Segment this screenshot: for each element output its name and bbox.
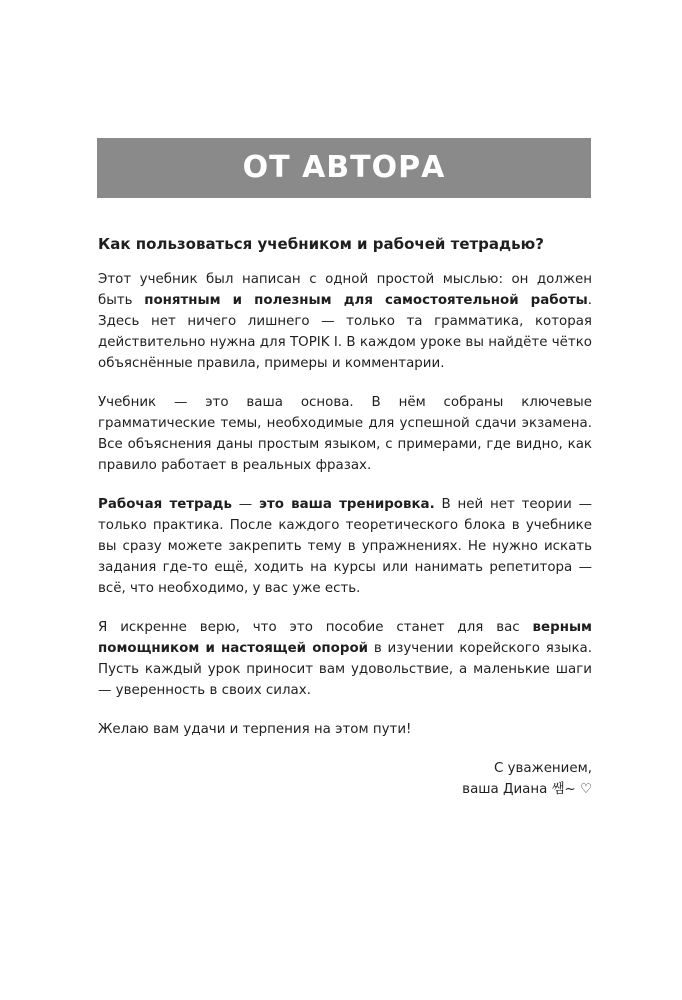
paragraph-wish: Желаю вам удачи и терпения на этом пути! [98,722,412,737]
paragraph-workbook [98,494,592,599]
paragraph-workbook-bold-2: это ваша тренировка. [259,497,435,512]
paragraph-intro-text-2: . Здесь нет ничего лишнего — только та грамматика, которая действительно нужна для TOPIK I. В каждом уроке вы найдёте чётко объяснённые правила, примеры и комментарии. [98,293,592,371]
paragraph-intro-text-1: Этот учебник был написан с одной простой мыслью: он должен быть [98,272,592,308]
paragraph-workbook-dash: — [231,497,260,512]
signature-line-2: ваша Диана 쌤~ ♡ [462,782,592,797]
paragraph-workbook-text: В ней нет теории — только практика. После каждого теоретического блока в учебнике вы сразу можете закрепить тему в упражнениях. Не нужно искать задания где-то ещё, ходить на курсы или нанимать репетитора — всё, что необходимо, у вас уже есть. [98,497,592,596]
paragraph-belief [98,617,592,701]
chapter-title-banner [97,138,591,198]
paragraph-intro [98,269,592,374]
paragraph-belief-bold: верным помощником и настоящей опорой [98,620,592,656]
signature [98,758,592,800]
page-content [98,233,592,800]
paragraph-belief-text-2: в изучении корейского языка. Пусть каждый урок приносит вам удовольствие, а маленькие шаги — уверенность в своих силах. [98,641,592,698]
section-heading: Как пользоваться учебником и рабочей тетрадью? [98,235,544,253]
chapter-title: ОТ АВТОРА [242,150,446,185]
paragraph-intro-bold: понятным и полезным для самостоятельной работы [144,293,588,308]
paragraph-textbook: Учебник — это ваша основа. В нём собраны ключевые грамматические темы, необходимые для успешной сдачи экзамена. Все объяснения даны простым языком, с примерами, где видно, как правило работает в реальных фразах. [98,395,592,473]
paragraph-belief-text-1: Я искренне верю, что это пособие станет для вас [98,620,533,635]
signature-line-1: С уважением, [494,761,592,776]
paragraph-workbook-bold-1: Рабочая тетрадь [98,497,232,512]
